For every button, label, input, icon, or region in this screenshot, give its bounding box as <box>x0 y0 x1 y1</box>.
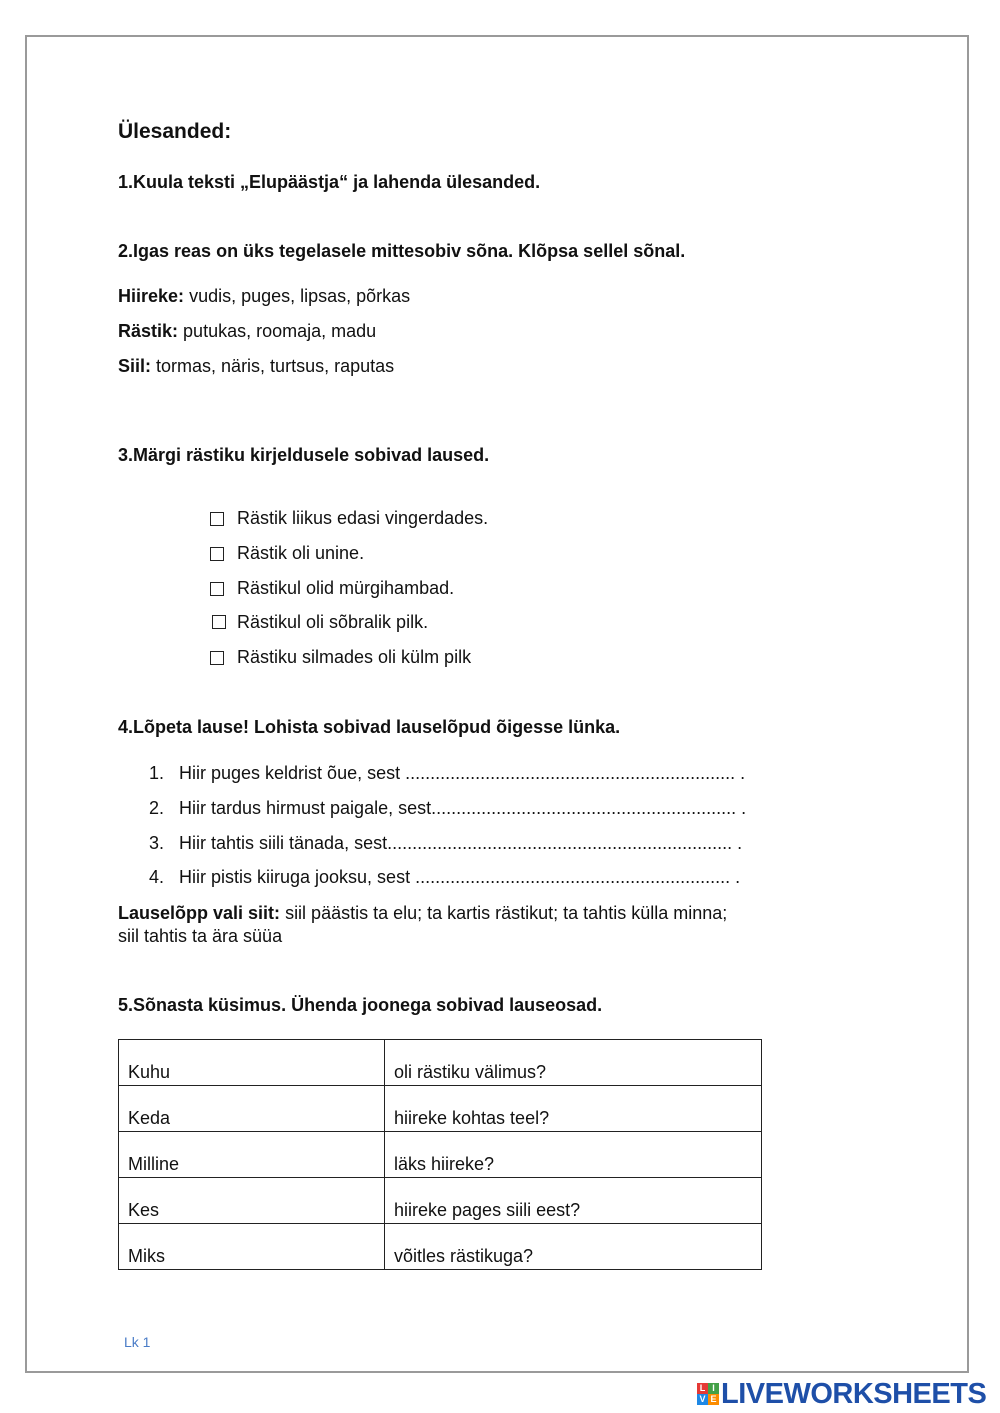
task4-title: 4.Lõpeta lause! Lohista sobivad lauselõpud õigesse lünka. <box>118 717 621 737</box>
table-row <box>119 1086 762 1132</box>
task2-row <box>118 321 376 342</box>
task2-row <box>118 286 410 307</box>
logo-mark-icon: L I V E <box>697 1383 719 1405</box>
liveworksheets-logo <box>697 1378 986 1410</box>
question-end[interactable]: võitles rästikuga? <box>385 1224 762 1270</box>
task2-row-label: Rästik: <box>118 321 179 341</box>
choices-label: Lauselõpp vali siit: <box>118 903 281 923</box>
sentence-blank[interactable]: Hiir tardus hirmust paigale, sest............................................................. . <box>179 798 747 818</box>
matching-table <box>118 1039 762 1270</box>
question-end[interactable]: hiireke kohtas teel? <box>385 1086 762 1132</box>
logo-text: LIVEWORKSHEETS <box>721 1377 987 1410</box>
choices-options-continued[interactable]: siil tahtis ta ära süüa <box>118 926 283 946</box>
question-start[interactable]: Kes <box>119 1178 385 1224</box>
checkbox[interactable] <box>210 651 224 665</box>
table-row <box>119 1040 762 1086</box>
sentence-number: 1. <box>149 763 165 783</box>
task2-row-words[interactable]: putukas, roomaja, madu <box>183 321 377 341</box>
question-end[interactable]: oli rästiku välimus? <box>385 1040 762 1086</box>
checkbox-label: Rästikul oli sõbralik pilk. <box>237 612 429 632</box>
task1-title: 1.Kuula teksti „Elupäästja“ ja lahenda ülesanded. <box>118 172 541 192</box>
sentence-item <box>149 833 742 854</box>
sentence-number: 4. <box>149 867 165 887</box>
task2-row-label: Siil: <box>118 356 152 376</box>
question-start[interactable]: Keda <box>119 1086 385 1132</box>
checkbox-label: Rästiku silmades oli külm pilk <box>237 647 472 667</box>
checkbox-label: Rästik oli unine. <box>237 543 365 563</box>
page-number: Lk 1 <box>124 1334 151 1350</box>
task2-title: 2.Igas reas on üks tegelasele mittesobiv sõna. Klõpsa sellel sõnal. <box>118 241 686 261</box>
question-end[interactable]: hiireke pages siili eest? <box>385 1178 762 1224</box>
task2-row-words[interactable]: tormas, näris, turtsus, raputas <box>156 356 395 376</box>
question-end[interactable]: läks hiireke? <box>385 1132 762 1178</box>
task5-title: 5.Sõnasta küsimus. Ühenda joonega sobivad lauseosad. <box>118 995 603 1015</box>
table-row <box>119 1178 762 1224</box>
sentence-blank[interactable]: Hiir pistis kiiruga jooksu, sest ............................................................... . <box>179 867 741 887</box>
checkbox[interactable] <box>210 547 224 561</box>
task3-title: 3.Märgi rästiku kirjeldusele sobivad laused. <box>118 445 490 465</box>
task2-row-label: Hiireke: <box>118 286 185 306</box>
sentence-blank[interactable]: Hiir tahtis siili tänada, sest..................................................................... . <box>179 833 743 853</box>
sentence-item <box>149 763 745 784</box>
table-row <box>119 1224 762 1270</box>
task2-row-words[interactable]: vudis, puges, lipsas, põrkas <box>189 286 411 306</box>
checkbox[interactable] <box>210 512 224 526</box>
sentence-item <box>149 798 746 819</box>
page-title: Ülesanded: <box>118 120 232 143</box>
choices-line <box>118 903 727 924</box>
checkbox-label: Rästikul olid mürgihambad. <box>237 578 455 598</box>
question-start[interactable]: Miks <box>119 1224 385 1270</box>
question-start[interactable]: Milline <box>119 1132 385 1178</box>
sentence-blank[interactable]: Hiir puges keldrist õue, sest .................................................................. . <box>179 763 746 783</box>
task2-row <box>118 356 394 377</box>
checkbox[interactable] <box>212 615 226 629</box>
choices-options[interactable]: siil päästis ta elu; ta kartis rästikut; ta tahtis külla minna; <box>285 903 728 923</box>
sentence-number: 3. <box>149 833 165 853</box>
checkbox-label: Rästik liikus edasi vingerdades. <box>237 508 489 528</box>
checkbox[interactable] <box>210 582 224 596</box>
table-row <box>119 1132 762 1178</box>
sentence-number: 2. <box>149 798 165 818</box>
sentence-item <box>149 867 740 888</box>
question-start[interactable]: Kuhu <box>119 1040 385 1086</box>
